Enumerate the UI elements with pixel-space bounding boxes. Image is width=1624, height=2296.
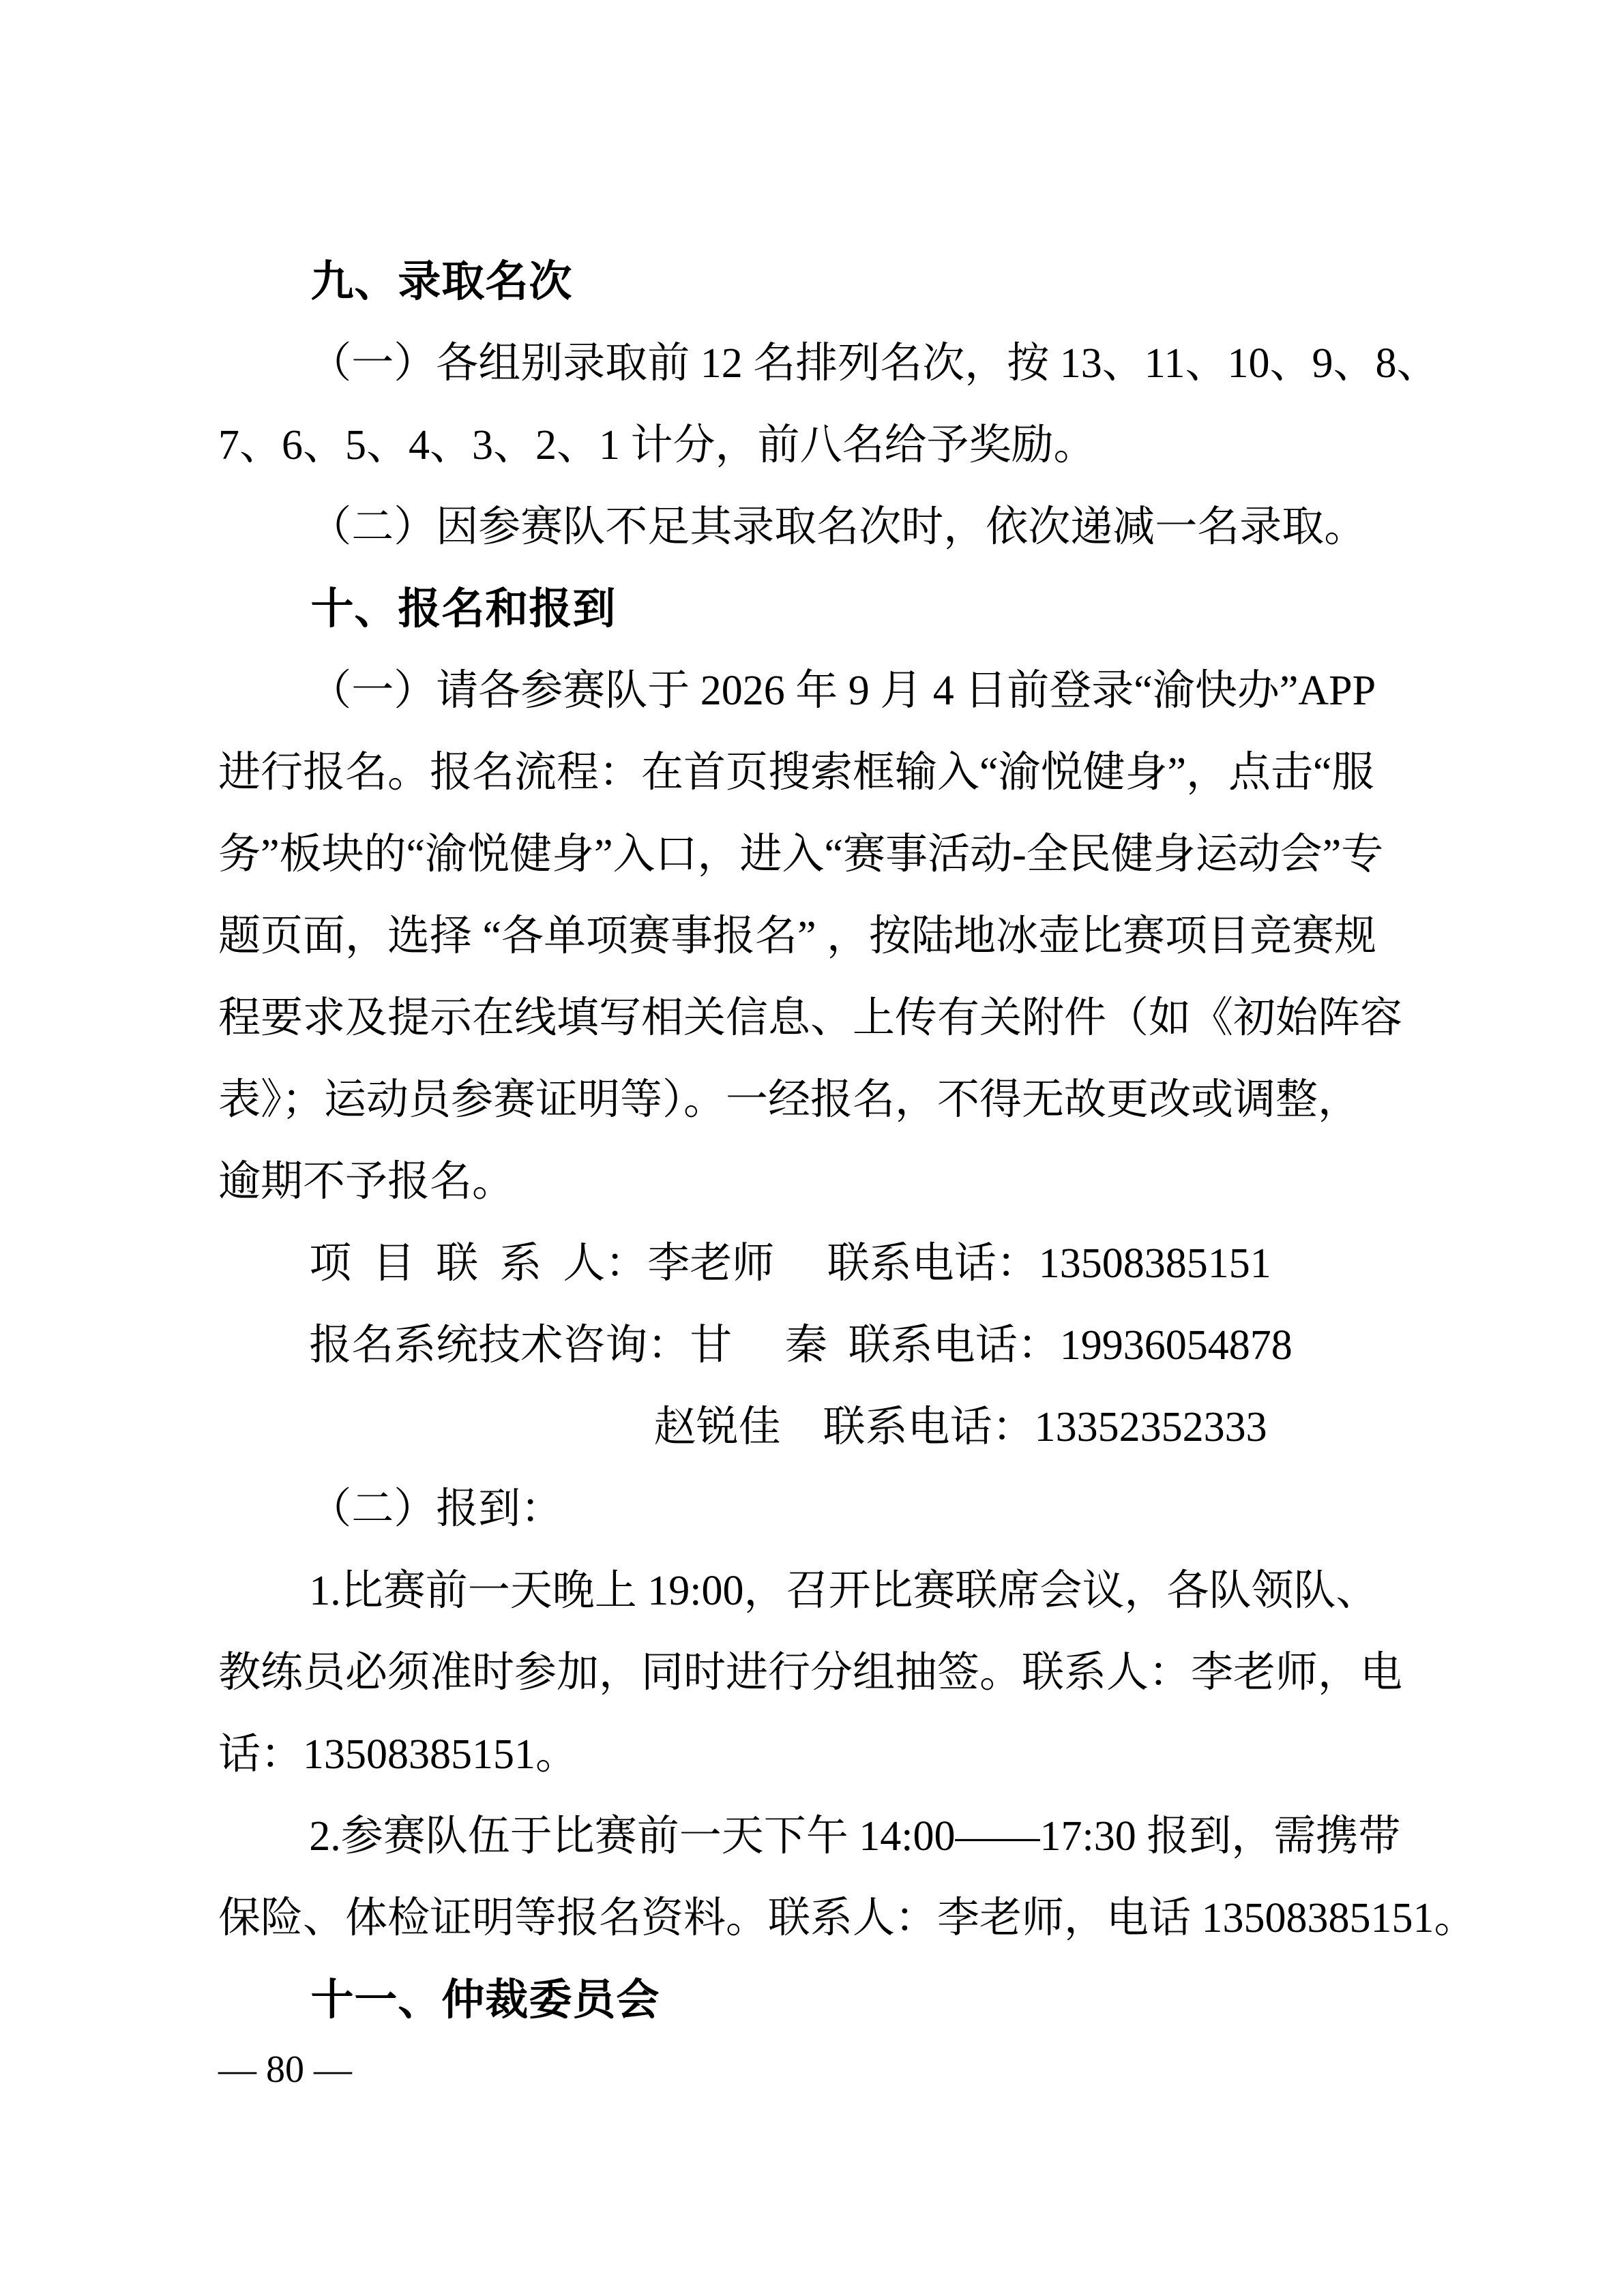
text-line: 保险、体检证明等报名资料。联系人：李老师，电话 13508385151。 (218, 1895, 1477, 1941)
text-line: 进行报名。报名流程：在首页搜索框输入“渝悦健身”，点击“服 (218, 749, 1374, 796)
text-line: （二）报到： (309, 1486, 563, 1532)
section-heading: 十一、仲裁委员会 (310, 1976, 660, 2024)
text-line: 报名系统技术咨询：甘 秦 联系电话：19936054878 (309, 1322, 1293, 1369)
text-line: 项 目 联 系 人：李老师 联系电话：13508385151 (309, 1240, 1271, 1287)
document-body (218, 241, 1589, 2041)
text-line: 表》；运动员参赛证明等）。一经报名，不得无故更改或调整， (218, 1077, 1361, 1123)
section-heading: 十、报名和报到 (310, 585, 617, 633)
text-line: 1.比赛前一天晚上 19:00，召开比赛联席会议，各队领队、 (309, 1568, 1378, 1614)
text-line: （二）因参赛队不足其录取名次时，依次递减一名录取。 (309, 504, 1367, 550)
text-line: 7、6、5、4、3、2、1 计分，前八名给予奖励。 (218, 422, 1096, 468)
text-line: （一）各组别录取前 12 名排列名次，按 13、11、10、9、8、 (309, 340, 1439, 387)
text-line: 赵锐佳 联系电话：13352352333 (653, 1404, 1267, 1450)
text-line: 程要求及提示在线填写相关信息、上传有关附件（如《初始阵容 (218, 995, 1403, 1041)
text-line: 2.参赛队伍于比赛前一天下午 14:00——17:30 报到，需携带 (309, 1813, 1401, 1860)
text-line: 逾期不予报名。 (218, 1159, 515, 1205)
text-line: 话：13508385151。 (218, 1731, 578, 1778)
text-line: 教练员必须准时参加，同时进行分组抽签。联系人：李老师，电 (218, 1650, 1403, 1696)
section-heading: 九、录取名次 (310, 258, 573, 305)
text-line: （一）请各参赛队于 2026 年 9 月 4 日前登录“渝快办”APP (309, 668, 1376, 714)
text-line: 务”板块的“渝悦健身”入口，进入“赛事活动-全民健身运动会”专 (218, 831, 1384, 878)
text-line: 题页面，选择 “各单项赛事报名” ，按陆地冰壶比赛项目竞赛规 (218, 913, 1377, 959)
page-number: — 80 — (218, 2048, 352, 2091)
